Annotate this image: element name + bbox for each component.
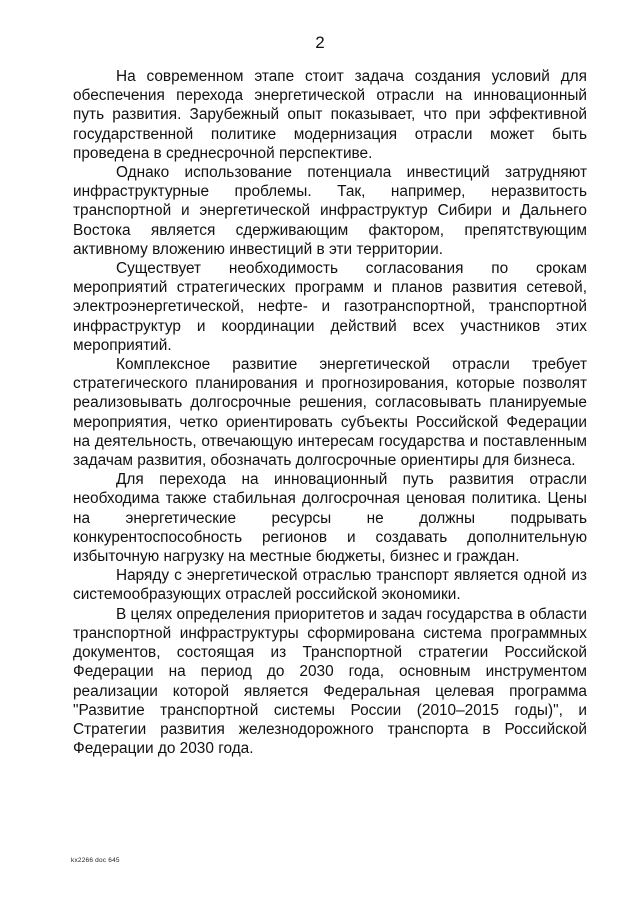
page-number: 2 [315,33,325,52]
paragraph-innovation-path: На современном этапе стоит задача создания условий для обеспечения перехода энергетической отрасли на инновационный путь развития. Зарубежный опыт показывает, что при эффективной государственной политике модернизация отрасли может быть проведена в среднесрочной перспективе. [73,68,587,162]
document-body [73,67,587,758]
document-code: kx2266 doc 645 [71,857,120,864]
paragraph-coordination-need: Существует необходимость согласования по срокам мероприятий стратегических программ и планов развития сетевой, электроэнергетической, нефте- и газотранспортной, транспортной инфраструктур и координации действий всех участников этих мероприятий. [73,260,587,354]
paragraph-infrastructure-problems: Однако использование потенциала инвестиций затрудняют инфраструктурные проблемы. Так, например, неразвитость транспортной и энергетической инфраструктур Сибири и Дальнего Востока является сдерживающим фактором, препятствующим активному вложению инвестиций в эти территории. [73,164,587,258]
paragraph-strategic-planning: Комплексное развитие энергетической отрасли требует стратегического планирования и прогнозирования, которые позволят реализовывать долгосрочные решения, согласовывать планируемые мероприятия, четко ориентировать субъекты Российской Федерации на деятельность, отвечающую интересам государства и поставленным задачам развития, обозначать долгосрочные ориентиры для бизнеса. [73,356,587,470]
paragraph-transport-strategy: В целях определения приоритетов и задач государства в области транспортной инфраструктуры сформирована система программных документов, состоящая из Транспортной стратегии Российской Федерации на период до 2030 года, основным инструментом реализации которой является Федеральная целевая программа "Развитие транспортной системы России (2010–2015 годы)", и Стратегии развития железнодорожного транспорта в Российской Федерации до 2030 года. [73,605,587,758]
paragraph-price-policy: Для перехода на инновационный путь развития отрасли необходима также стабильная долгосрочная ценовая политика. Цены на энергетические ресурсы не должны подрывать конкурентоспособность регионов и создавать дополнительную избыточную нагрузку на местные бюджеты, бизнес и граждан. [73,471,587,566]
paragraph-transport-sector: Наряду с энергетической отраслью транспорт является одной из системообразующих отраслей российской экономики. [73,567,587,604]
